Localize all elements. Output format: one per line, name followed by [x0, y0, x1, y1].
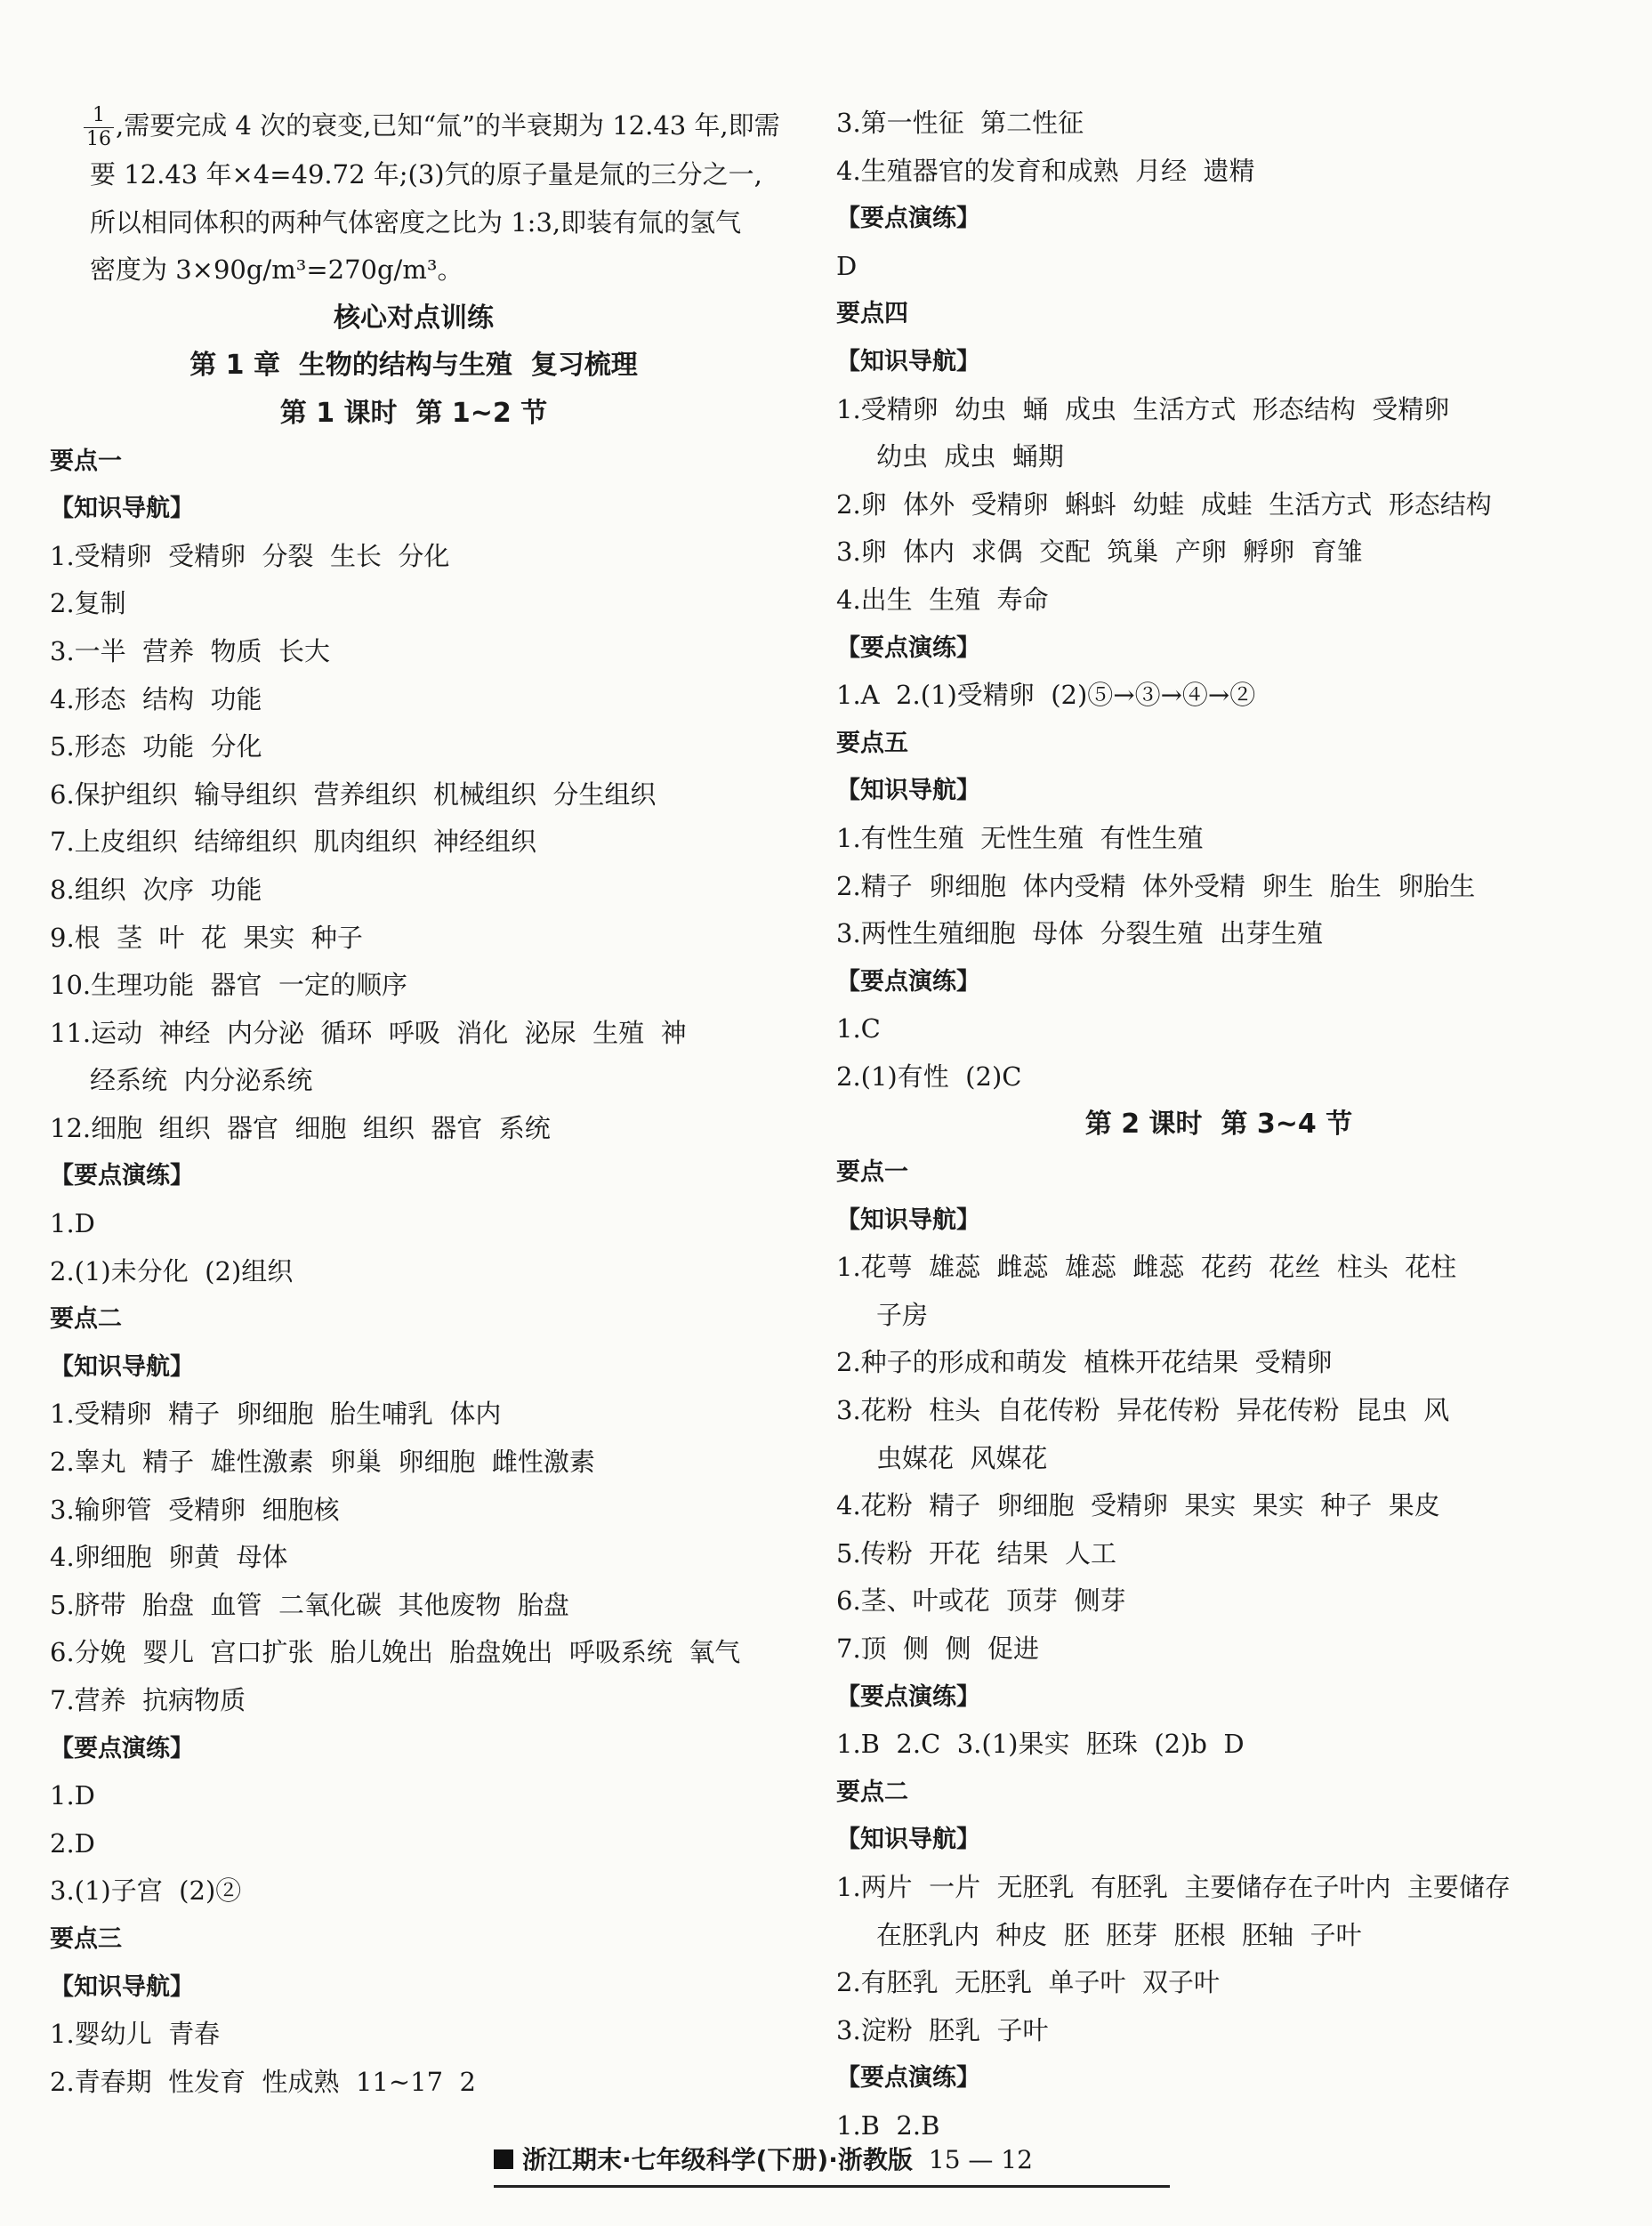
subsection-heading: 【要点演练】 [836, 2064, 980, 2093]
chapter-title: 第 1 章 生物的结构与生殖 复习梳理 [189, 350, 638, 382]
answer-line: 4.生殖器官的发育和成熟 月经 遗精 [836, 155, 1255, 186]
answer-line: 4.形态 结构 功能 [50, 683, 262, 714]
key-point-heading: 要点五 [836, 729, 908, 757]
subsection-heading: 【知识导航】 [50, 1352, 194, 1381]
lesson-title: 第 1 课时 第 1~2 节 [279, 397, 548, 429]
answer-line: D [836, 250, 858, 281]
answer-line: 子房 [876, 1299, 929, 1330]
answer-line: 虫媒花 风媒花 [876, 1442, 1048, 1473]
answer-line: 1.A 2.(1)受精卵 (2)⑤→③→④→② [836, 680, 1256, 711]
answer-line: 11.运动 神经 内分泌 循环 呼吸 消化 泌尿 生殖 神 [50, 1017, 687, 1048]
answer-line: 6.保护组织 输导组织 营养组织 机械组织 分生组织 [50, 778, 657, 810]
answer-line: 1.有性生殖 无性生殖 有性生殖 [836, 822, 1204, 853]
answer-line: 1.受精卵 精子 卵细胞 胎生哺乳 体内 [50, 1399, 502, 1430]
subsection-heading: 【知识导航】 [836, 777, 980, 805]
answer-line: 3.两性生殖细胞 母体 分裂生殖 出芽生殖 [836, 918, 1323, 949]
key-point-heading: 要点四 [836, 300, 908, 328]
answer-line: 1.C [836, 1013, 881, 1044]
subsection-heading: 【要点演练】 [836, 1682, 980, 1711]
subsection-heading: 【知识导航】 [50, 1972, 194, 2001]
footer-title: 浙江期末·七年级科学(下册)·浙教版 [522, 2145, 913, 2174]
subsection-heading: 【知识导航】 [836, 347, 980, 375]
answer-line: 7.顶 侧 侧 促进 [836, 1633, 1039, 1664]
lesson-title: 第 2 课时 第 3~4 节 [1084, 1109, 1353, 1141]
answer-line: 在胚乳内 种皮 胚 胚芽 胚根 胚轴 子叶 [876, 1919, 1362, 1950]
subsection-heading: 【要点演练】 [50, 1162, 194, 1190]
answer-line: 9.根 茎 叶 花 果实 种子 [50, 922, 363, 953]
subsection-heading: 【要点演练】 [836, 967, 980, 996]
answer-line: 3.一半 营养 物质 长大 [50, 635, 330, 666]
text-line: 密度为 3×90g/m³=270g/m³。 [90, 254, 463, 286]
answer-line: 幼虫 成虫 蛹期 [876, 441, 1064, 472]
subsection-heading: 【要点演练】 [50, 1734, 194, 1762]
answer-line: 2.D [50, 1827, 95, 1859]
answer-line: 10.生理功能 器官 一定的顺序 [50, 970, 407, 1001]
subsection-heading: 【要点演练】 [836, 633, 980, 662]
answer-line: 6.分娩 婴儿 宫口扩张 胎儿娩出 胎盘娩出 呼吸系统 氧气 [50, 1637, 741, 1668]
answer-line: 4.出生 生殖 寿命 [836, 584, 1049, 615]
key-point-heading: 要点三 [50, 1924, 122, 1953]
key-point-heading: 要点二 [50, 1305, 122, 1334]
answer-line: 1.花萼 雄蕊 雌蕊 雄蕊 雌蕊 花药 花丝 柱头 花柱 [836, 1252, 1457, 1283]
answer-line: 8.组织 次序 功能 [50, 874, 262, 905]
answer-line: 12.细胞 组织 器官 细胞 组织 器官 系统 [50, 1112, 551, 1143]
answer-line: 1.D [50, 1208, 95, 1239]
fraction: $\frac{1}{16}$ [84, 104, 114, 151]
answer-line: 2.复制 [50, 588, 126, 619]
page-number: 15 — 12 [928, 2145, 1033, 2174]
answer-line: 2.青春期 性发育 性成熟 11~17 2 [50, 2066, 476, 2097]
answer-line: 5.形态 功能 分化 [50, 731, 262, 762]
answer-line: 2.(1)未分化 (2)组织 [50, 1255, 294, 1286]
answer-line: 4.卵细胞 卵黄 母体 [50, 1542, 288, 1573]
answer-line: 2.种子的形成和萌发 植株开花结果 受精卵 [836, 1347, 1333, 1378]
left-column [50, 100, 778, 2106]
answer-line: 1.B 2.B [836, 2109, 940, 2141]
answer-line: 1.婴幼儿 青春 [50, 2019, 221, 2050]
text-line: 要 12.43 年×4=49.72 年;(3)氕的原子量是氚的三分之一, [90, 159, 762, 190]
subsection-heading: 【要点演练】 [836, 205, 980, 233]
answer-line: 2.有胚乳 无胚乳 单子叶 双子叶 [836, 1967, 1220, 1998]
section-title: 核心对点训练 [334, 302, 494, 334]
square-icon [494, 2149, 513, 2169]
answer-line: 1.两片 一片 无胚乳 有胚乳 主要储存在子叶内 主要储存 [836, 1871, 1511, 1902]
answer-line: 7.营养 抗病物质 [50, 1685, 246, 1715]
answer-line: 1.受精卵 受精卵 分裂 生长 分化 [50, 540, 450, 571]
key-point-heading: 要点一 [50, 447, 122, 475]
answer-line: 5.脐带 胎盘 血管 二氧化碳 其他废物 胎盘 [50, 1589, 569, 1620]
answer-line: 6.茎、叶或花 顶芽 侧芽 [836, 1585, 1126, 1617]
key-point-heading: 要点二 [836, 1778, 908, 1806]
answer-line: 3.卵 体内 求偶 交配 筑巢 产卵 孵卵 育雏 [836, 536, 1363, 568]
answer-line: 7.上皮组织 结缔组织 肌肉组织 神经组织 [50, 827, 536, 858]
text-line: $\frac{1}{16}$ ,需要完成 4 次的衰变,已知“氚”的半衰期为 12.43 年,即需 [50, 100, 778, 151]
answer-line: 3.(1)子宫 (2)② [50, 1875, 242, 1907]
answer-line: 4.花粉 精子 卵细胞 受精卵 果实 果实 种子 果皮 [836, 1490, 1440, 1521]
answer-line: 1.B 2.C 3.(1)果实 胚珠 (2)b D [836, 1729, 1245, 1760]
answer-line: 2.卵 体外 受精卵 蝌蚪 幼蛙 成蛙 生活方式 形态结构 [836, 488, 1492, 520]
answer-line: 3.淀粉 胚乳 子叶 [836, 2014, 1049, 2045]
answer-line: 经系统 内分泌系统 [90, 1065, 313, 1096]
answer-line: 2.睾丸 精子 雄性激素 卵巢 卵细胞 雌性激素 [50, 1447, 595, 1478]
answer-line: 3.输卵管 受精卵 细胞核 [50, 1494, 340, 1525]
page-footer [494, 2139, 1170, 2188]
subsection-heading: 【知识导航】 [836, 1826, 980, 1854]
answer-line: 5.传粉 开花 结果 人工 [836, 1537, 1116, 1569]
answer-line: 2.精子 卵细胞 体内受精 体外受精 卵生 胎生 卵胎生 [836, 870, 1476, 901]
right-column [836, 100, 1601, 2150]
subsection-heading: 【知识导航】 [50, 495, 194, 523]
subsection-heading: 【知识导航】 [836, 1206, 980, 1234]
answer-line: 1.D [50, 1780, 95, 1811]
answer-line: 2.(1)有性 (2)C [836, 1061, 1022, 1092]
answer-line: 3.花粉 柱头 自花传粉 异花传粉 异花传粉 昆虫 风 [836, 1395, 1450, 1426]
answer-line: 3.第一性征 第二性征 [836, 108, 1084, 138]
key-point-heading: 要点一 [836, 1158, 908, 1187]
text-line: 所以相同体积的两种气体密度之比为 1:3,即装有氚的氢气 [90, 206, 742, 238]
answer-line: 1.受精卵 幼虫 蛹 成虫 生活方式 形态结构 受精卵 [836, 393, 1450, 424]
